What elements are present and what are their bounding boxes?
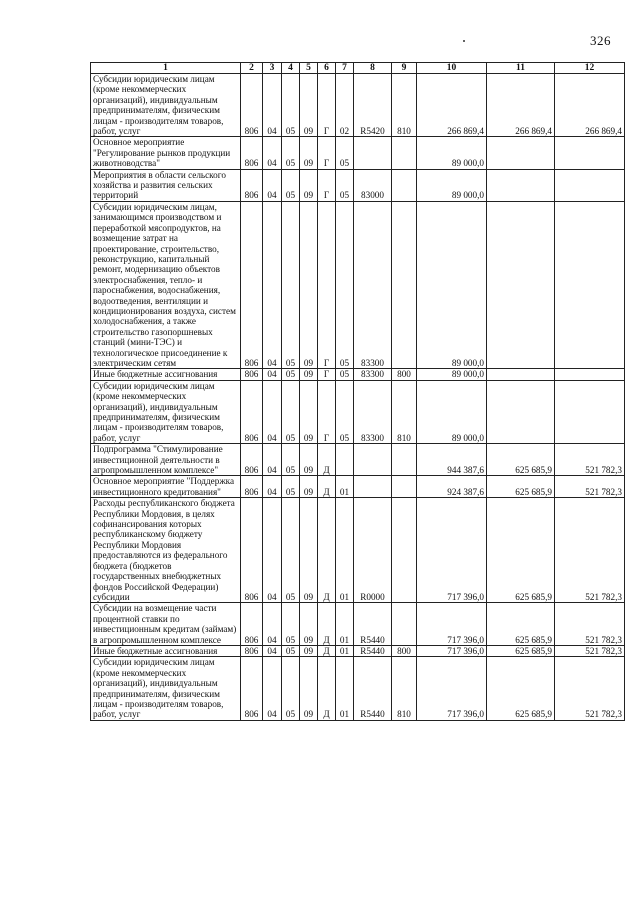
- cell-amount-1: 89 000,0: [417, 137, 487, 169]
- col-header: 8: [354, 63, 392, 74]
- cell-cs-event: 05: [336, 137, 354, 169]
- cell-cs-prog: 09: [300, 137, 318, 169]
- cell-cs-sub: Г: [318, 137, 336, 169]
- cell-cs-prog: 09: [300, 444, 318, 476]
- cell-cs-prog: 09: [300, 645, 318, 656]
- page-number: 326: [590, 33, 611, 48]
- cell-cs-code: [354, 476, 392, 498]
- col-header: 9: [392, 63, 417, 74]
- cell-vr: 800: [392, 369, 417, 380]
- cell-amount-3: [555, 369, 625, 380]
- cell-cs-code: [354, 444, 392, 476]
- table-row: [91, 603, 625, 646]
- cell-cs-prog: 09: [300, 369, 318, 380]
- cell-amount-1: 266 869,4: [417, 74, 487, 137]
- cell-name: Основное мероприятие "Регулирование рынков продукции животноводства": [91, 137, 241, 169]
- cell-amount-3: 266 869,4: [555, 74, 625, 137]
- cell-rz: 04: [263, 645, 282, 656]
- cell-name: Субсидии юридическим лицам (кроме некоммерческих организаций), индивидуальным предпринимателям, физическим лицам - производителям товаров, работ, услуг: [91, 74, 241, 137]
- cell-name: Субсидии юридическим лицам (кроме некоммерческих организаций), индивидуальным предпринимателям, физическим лицам - производителям товаров, работ, услуг: [91, 657, 241, 720]
- cell-amount-1: 717 396,0: [417, 657, 487, 720]
- cell-amount-3: 521 782,3: [555, 476, 625, 498]
- cell-cs-code: 83000: [354, 169, 392, 201]
- cell-gr: 806: [241, 645, 263, 656]
- col-header: 6: [318, 63, 336, 74]
- table-header: [91, 63, 625, 74]
- cell-cs-code: R5420: [354, 74, 392, 137]
- cell-vr: [392, 603, 417, 646]
- cell-cs-sub: Г: [318, 74, 336, 137]
- cell-cs-sub: Д: [318, 645, 336, 656]
- cell-pr: 05: [282, 657, 300, 720]
- table-row: [91, 444, 625, 476]
- cell-cs-sub: Д: [318, 476, 336, 498]
- cell-pr: 05: [282, 645, 300, 656]
- cell-rz: 04: [263, 476, 282, 498]
- cell-cs-sub: Д: [318, 603, 336, 646]
- table-row: [91, 498, 625, 603]
- cell-amount-3: [555, 169, 625, 201]
- cell-cs-event: 05: [336, 169, 354, 201]
- col-header: 4: [282, 63, 300, 74]
- cell-amount-3: 521 782,3: [555, 603, 625, 646]
- table-row: [91, 74, 625, 137]
- cell-name: Мероприятия в области сельского хозяйства и развития сельских территорий: [91, 169, 241, 201]
- table-row: [91, 137, 625, 169]
- cell-name: Субсидии юридическим лицам (кроме некоммерческих организаций), индивидуальным предпринимателям, физическим лицам - производителям товаров, работ, услуг: [91, 380, 241, 443]
- table-row: [91, 169, 625, 201]
- cell-rz: 04: [263, 444, 282, 476]
- cell-pr: 05: [282, 444, 300, 476]
- cell-amount-3: [555, 137, 625, 169]
- cell-cs-event: 02: [336, 74, 354, 137]
- cell-cs-event: 05: [336, 380, 354, 443]
- col-header: 7: [336, 63, 354, 74]
- cell-rz: 04: [263, 201, 282, 369]
- cell-amount-2: 625 685,9: [487, 657, 555, 720]
- cell-cs-code: [354, 137, 392, 169]
- cell-gr: 806: [241, 74, 263, 137]
- cell-vr: [392, 201, 417, 369]
- cell-amount-2: [487, 169, 555, 201]
- cell-pr: 05: [282, 137, 300, 169]
- cell-gr: 806: [241, 657, 263, 720]
- budget-table: [90, 62, 625, 721]
- cell-amount-2: 625 685,9: [487, 603, 555, 646]
- cell-name: Иные бюджетные ассигнования: [91, 369, 241, 380]
- cell-cs-sub: Г: [318, 169, 336, 201]
- cell-gr: 806: [241, 137, 263, 169]
- cell-name: Основное мероприятие "Поддержка инвестиционного кредитования": [91, 476, 241, 498]
- cell-cs-sub: Д: [318, 444, 336, 476]
- cell-rz: 04: [263, 137, 282, 169]
- cell-cs-sub: Г: [318, 201, 336, 369]
- cell-gr: 806: [241, 476, 263, 498]
- cell-name: Расходы республиканского бюджета Республики Мордовия, в целях софинансирования которых республиканскому бюджету Республики Мордовия предоставляются из федерального бюджета (бюджетов государственных внебюджетных фондов Российской Федерации) субсидии: [91, 498, 241, 603]
- cell-amount-2: 266 869,4: [487, 74, 555, 137]
- cell-cs-sub: Д: [318, 498, 336, 603]
- table-body: [91, 74, 625, 721]
- cell-cs-prog: 09: [300, 498, 318, 603]
- cell-cs-event: [336, 444, 354, 476]
- cell-cs-event: 01: [336, 476, 354, 498]
- cell-pr: 05: [282, 201, 300, 369]
- cell-amount-2: 625 685,9: [487, 645, 555, 656]
- cell-amount-1: 89 000,0: [417, 201, 487, 369]
- cell-amount-2: [487, 137, 555, 169]
- cell-amount-2: 625 685,9: [487, 476, 555, 498]
- table-row: [91, 476, 625, 498]
- cell-vr: 800: [392, 645, 417, 656]
- cell-amount-2: [487, 380, 555, 443]
- cell-cs-code: R5440: [354, 645, 392, 656]
- col-header: 12: [555, 63, 625, 74]
- cell-gr: 806: [241, 169, 263, 201]
- header-row: [91, 63, 625, 74]
- cell-gr: 806: [241, 444, 263, 476]
- cell-rz: 04: [263, 603, 282, 646]
- cell-rz: 04: [263, 498, 282, 603]
- cell-amount-1: 717 396,0: [417, 645, 487, 656]
- cell-cs-code: 83300: [354, 380, 392, 443]
- cell-amount-1: 717 396,0: [417, 603, 487, 646]
- cell-rz: 04: [263, 74, 282, 137]
- cell-vr: [392, 137, 417, 169]
- cell-cs-code: R5440: [354, 657, 392, 720]
- cell-cs-prog: 09: [300, 74, 318, 137]
- cell-name: Подпрограмма "Стимулирование инвестиционной деятельности в агропромышленном комплексе": [91, 444, 241, 476]
- cell-cs-prog: 09: [300, 380, 318, 443]
- col-header: 1: [91, 63, 241, 74]
- cell-cs-prog: 09: [300, 201, 318, 369]
- cell-cs-event: 05: [336, 201, 354, 369]
- table-row: [91, 645, 625, 656]
- cell-rz: 04: [263, 369, 282, 380]
- cell-cs-prog: 09: [300, 476, 318, 498]
- cell-amount-2: 625 685,9: [487, 498, 555, 603]
- cell-amount-1: 89 000,0: [417, 369, 487, 380]
- cell-amount-1: 89 000,0: [417, 169, 487, 201]
- cell-cs-prog: 09: [300, 657, 318, 720]
- cell-cs-prog: 09: [300, 603, 318, 646]
- cell-rz: 04: [263, 657, 282, 720]
- cell-pr: 05: [282, 603, 300, 646]
- cell-cs-prog: 09: [300, 169, 318, 201]
- col-header: 3: [263, 63, 282, 74]
- col-header: 2: [241, 63, 263, 74]
- cell-amount-2: 625 685,9: [487, 444, 555, 476]
- cell-cs-code: R0000: [354, 498, 392, 603]
- cell-name: Иные бюджетные ассигнования: [91, 645, 241, 656]
- cell-amount-1: 924 387,6: [417, 476, 487, 498]
- cell-amount-1: 717 396,0: [417, 498, 487, 603]
- cell-vr: 810: [392, 657, 417, 720]
- cell-amount-3: 521 782,3: [555, 657, 625, 720]
- cell-gr: 806: [241, 380, 263, 443]
- col-header: 5: [300, 63, 318, 74]
- table-row: [91, 380, 625, 443]
- cell-name: Субсидии на возмещение части процентной ставки по инвестиционным кредитам (займам) в агропромышленном комплексе: [91, 603, 241, 646]
- cell-pr: 05: [282, 380, 300, 443]
- table-row: [91, 657, 625, 720]
- cell-pr: 05: [282, 169, 300, 201]
- cell-cs-sub: Г: [318, 380, 336, 443]
- cell-vr: [392, 498, 417, 603]
- cell-vr: [392, 444, 417, 476]
- scan-speck: [463, 40, 465, 42]
- cell-amount-3: 521 782,3: [555, 498, 625, 603]
- cell-vr: 810: [392, 380, 417, 443]
- col-header: 11: [487, 63, 555, 74]
- cell-cs-sub: Д: [318, 657, 336, 720]
- cell-cs-event: 01: [336, 498, 354, 603]
- cell-cs-event: 05: [336, 369, 354, 380]
- table-row: [91, 201, 625, 369]
- cell-rz: 04: [263, 169, 282, 201]
- cell-pr: 05: [282, 498, 300, 603]
- cell-rz: 04: [263, 380, 282, 443]
- cell-cs-code: R5440: [354, 603, 392, 646]
- cell-cs-code: 83300: [354, 369, 392, 380]
- table-row: [91, 369, 625, 380]
- cell-amount-3: 521 782,3: [555, 444, 625, 476]
- cell-amount-2: [487, 369, 555, 380]
- cell-vr: 810: [392, 74, 417, 137]
- cell-gr: 806: [241, 603, 263, 646]
- cell-cs-code: 83300: [354, 201, 392, 369]
- cell-vr: [392, 169, 417, 201]
- col-header: 10: [417, 63, 487, 74]
- cell-gr: 806: [241, 201, 263, 369]
- cell-cs-sub: Г: [318, 369, 336, 380]
- cell-amount-1: 944 387,6: [417, 444, 487, 476]
- cell-amount-3: 521 782,3: [555, 645, 625, 656]
- cell-cs-event: 01: [336, 645, 354, 656]
- cell-gr: 806: [241, 369, 263, 380]
- cell-name: Субсидии юридическим лицам, занимающимся производством и переработкой мясопродуктов, на возмещение затрат на проектирование, строительство, реконструкцию, капитальный ремонт, модернизацию объектов электроснабжения, тепло- и пароснабжения, водоснабжения, водоотведения, вентиляции и кондиционирования воздуха, систем холодоснабжения, а также строительство газопоршневых станций (мини-ТЭС) и технологическое присоединение к электрическим сетям: [91, 201, 241, 369]
- cell-pr: 05: [282, 369, 300, 380]
- cell-vr: [392, 476, 417, 498]
- cell-cs-event: 01: [336, 603, 354, 646]
- cell-pr: 05: [282, 74, 300, 137]
- cell-gr: 806: [241, 498, 263, 603]
- cell-amount-2: [487, 201, 555, 369]
- cell-pr: 05: [282, 476, 300, 498]
- cell-amount-3: [555, 201, 625, 369]
- cell-amount-3: [555, 380, 625, 443]
- cell-cs-event: 01: [336, 657, 354, 720]
- cell-amount-1: 89 000,0: [417, 380, 487, 443]
